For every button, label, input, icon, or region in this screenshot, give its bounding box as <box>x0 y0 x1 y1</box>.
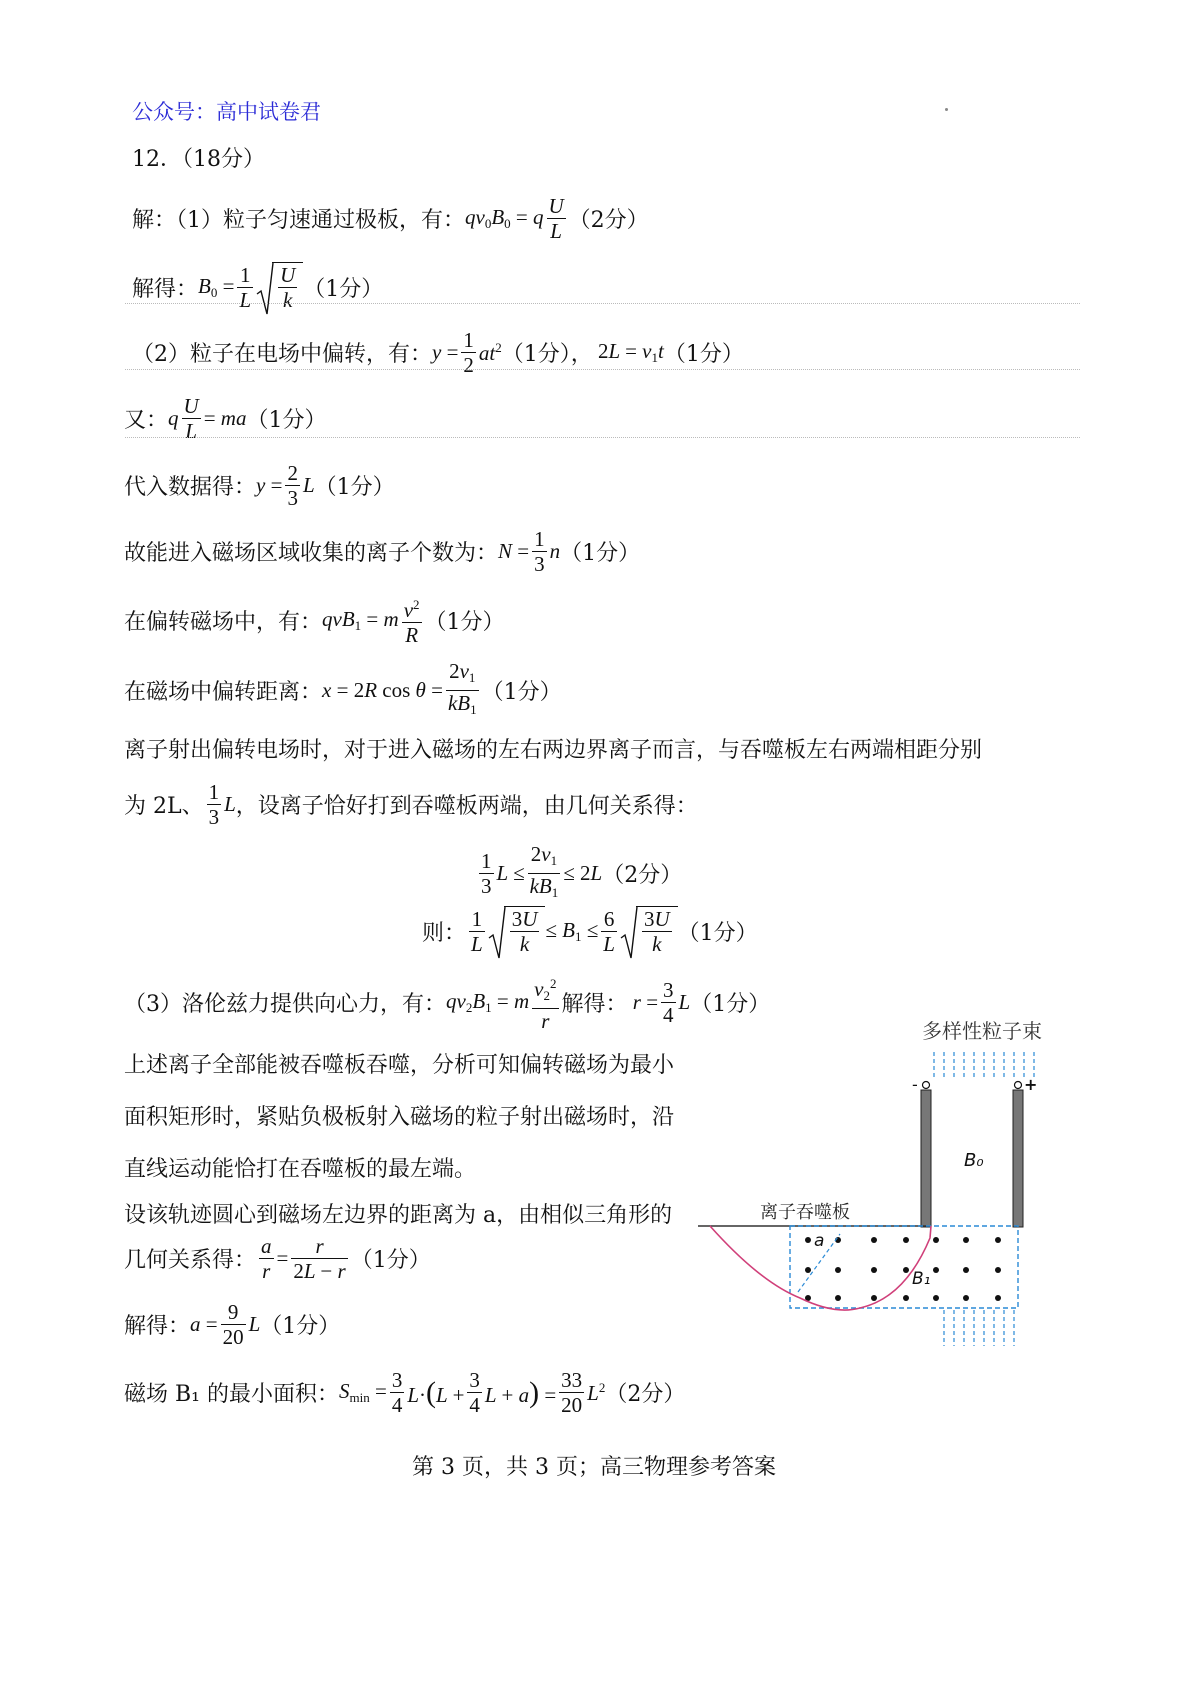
line-1-score: （2分） <box>568 208 649 233</box>
line-5: 代入数据得： y = $\frac{2}{3}$ L （1分） <box>124 461 395 510</box>
line-2-text: 解得： <box>132 276 199 302</box>
line-11: $\frac{1}{3}$ L ≤ $\frac{2v_1}{kB_1}$ ≤ 2L （2分） <box>481 842 683 900</box>
divider <box>125 437 1080 438</box>
sqrt-sign-icon <box>620 906 638 960</box>
eq-y-result: L <box>302 473 315 497</box>
para-line-3: 直线运动能恰打在吞噬板的最左端。 <box>124 1157 477 1182</box>
para-line-1: 上述离子全部能被吞噬板吞噬，分析可知偏转磁场为最小 <box>124 1053 675 1078</box>
line-12: 则： $\frac{1}{L}$ $\frac{3U}{k}$ ≤ $B_1$ ≤ $\frac{6}{L}$ $\frac{3U}{k}$ （1分） <box>422 906 758 956</box>
line-6: 故能进入磁场区域收集的离子个数为： N = $\frac{1}{3}$ n （1分） <box>124 527 641 576</box>
negative-terminal-icon <box>923 1082 930 1089</box>
eq-similar-triangles: $\frac{r}{2L - r}$ <box>293 1234 346 1283</box>
eq-lorentz: qvB$_1$ = m <box>322 606 399 633</box>
sqrt-sign-icon <box>488 906 506 960</box>
para-line-7-score: （2分） <box>605 1382 686 1407</box>
eq-r-result: L <box>678 990 691 1014</box>
sqrt-sign-icon <box>256 262 274 316</box>
eq-a-result: L <box>248 1312 261 1336</box>
line-8: 在磁场中偏转距离： x = 2R cos θ = $\frac{2v_1}{kB_1}$ （1分） <box>124 659 562 717</box>
line-5-score: （1分） <box>314 475 395 500</box>
line-13: （3）洛伦兹力提供向心力，有： $qv_2B_1 = m$ $\frac{v_2^2}{r}$ 解得： r = $\frac{3}{4}$ L （1分） <box>124 972 770 1033</box>
para-line-5-score: （1分） <box>350 1248 431 1273</box>
line-4-text: 又： <box>124 408 169 433</box>
eq-inequality: ≤ 2L <box>563 861 603 885</box>
b1-label: B₁ <box>912 1269 931 1289</box>
line-2: 解得： $B_0$ = $\frac{1}{L}$ $\frac{U}{k}$ （1分） <box>132 262 383 312</box>
line-3-score-b: （1分） <box>663 342 744 367</box>
para-line-5: 几何关系得： $\frac{a}{r}$ = $\frac{r}{2L - r}$ （1分） <box>124 1234 431 1283</box>
para-line-5-text: 几何关系得： <box>124 1248 257 1273</box>
eq-acceleration: = ma <box>203 406 247 430</box>
line-3-score-a: （1分）， <box>501 342 593 367</box>
line-6-text: 故能进入磁场区域收集的离子个数为： <box>124 541 499 566</box>
line-4: 又： q $\frac{U}{L}$ = ma （1分） <box>124 394 327 443</box>
para-line-2: 面积矩形时，紧贴负极板射入磁场的粒子射出磁场时，沿 <box>124 1105 675 1130</box>
line-5-text: 代入数据得： <box>124 475 257 500</box>
line-10-text: 为 2L、 <box>124 794 204 819</box>
line-1 <box>132 194 649 243</box>
eq-count: n <box>549 539 561 563</box>
line-10-suffix: ，设离子恰好打到吞噬板两端，由几何关系得： <box>235 794 698 819</box>
para-line-6-text: 解得： <box>124 1314 191 1339</box>
line-1-text: 解：（1）粒子匀速通过极板，有： <box>132 208 465 233</box>
line-11-score: （2分） <box>602 863 683 888</box>
line-6-score: （1分） <box>560 541 641 566</box>
divider <box>125 303 1080 304</box>
eq-distance: x = 2R cos θ = <box>322 678 443 702</box>
line-3: （2）粒子在电场中偏转，有： y = $\frac{1}{2}$ $at^2$ （1分）， $2L = v_1t$ （1分） <box>132 328 744 377</box>
sqrt-u-over-k: $\frac{U}{k}$ <box>256 262 303 312</box>
line-8-text: 在磁场中偏转距离： <box>124 680 323 705</box>
para-line-7: 磁场 B₁ 的最小面积： $S_{min}$ = $\frac{3}{4}$ L·(L + $\frac{3}{4}$ L + a) = $\frac{33}{20}$ $L^2$ （2分） <box>124 1368 686 1417</box>
para-line-6: 解得： a = $\frac{9}{20}$ L （1分） <box>124 1300 341 1349</box>
field-dots <box>805 1237 1001 1301</box>
exit-beam-lines <box>944 1310 1014 1346</box>
eq-area: $L^2$ <box>587 1379 606 1405</box>
line-4-score: （1分） <box>246 408 327 433</box>
figure-diagram <box>690 1010 1140 1380</box>
line-13-mid: 解得： <box>561 992 628 1017</box>
line-2-score: （1分） <box>303 276 384 302</box>
eq-force-balance: $qv_0B_0 = q$ <box>465 205 544 231</box>
frac-u-over-l: $\frac{U}{L}$ <box>548 194 564 243</box>
para-line-7-text: 磁场 B₁ 的最小面积： <box>124 1382 339 1407</box>
beam-lines <box>934 1052 1034 1080</box>
eq-displacement: $at^2$ <box>478 339 502 365</box>
line-7-score: （1分） <box>424 609 505 635</box>
positive-plate <box>1013 1090 1023 1227</box>
eq-centripetal: $qv_2B_1 = m$ <box>446 989 530 1015</box>
problem-number: 12．（18分） <box>132 147 265 172</box>
line-13-score: （1分） <box>690 992 771 1017</box>
line-9: 离子射出偏转电场时，对于进入磁场的左右两边界离子而言，与吞噬板左右两端相距分别 <box>124 738 983 763</box>
eq-b1-range: ≤ $B_1$ ≤ <box>545 917 599 944</box>
eq-b0: $B_0$ = <box>198 273 235 300</box>
beam-label: 多样性粒子束 <box>922 1019 1042 1043</box>
eq-length: $2L = v_1t$ <box>598 339 664 365</box>
plus-sign: + <box>1024 1075 1038 1094</box>
a-label: a <box>814 1231 825 1251</box>
minus-sign: - <box>912 1075 918 1094</box>
b0-label: B₀ <box>964 1150 984 1171</box>
plate-label: 离子吞噬板 <box>760 1202 850 1223</box>
dot-mark <box>945 108 948 111</box>
line-7-text: 在偏转磁场中，有： <box>124 609 323 635</box>
line-8-score: （1分） <box>481 680 562 705</box>
para-line-6-score: （1分） <box>260 1314 341 1339</box>
line-12-score: （1分） <box>677 920 758 946</box>
source-header: 公众号：高中试卷君 <box>132 100 321 124</box>
line-3-text: （2）粒子在电场中偏转，有： <box>132 342 432 367</box>
page-footer: 第 3 页，共 3 页；高三物理参考答案 <box>412 1455 776 1480</box>
line-13-text: （3）洛伦兹力提供向心力，有： <box>124 992 446 1017</box>
line-7: 在偏转磁场中，有： qvB$_1$ = m $\frac{v^2}{R}$ （1分） <box>124 593 505 647</box>
line-12-text: 则： <box>422 920 467 946</box>
line-10: 为 2L、 $\frac{1}{3}$ L ，设离子恰好打到吞噬板两端，由几何关系得： <box>124 780 698 829</box>
para-line-4: 设该轨迹圆心到磁场左边界的距离为 a，由相似三角形的 <box>124 1203 673 1228</box>
positive-terminal-icon <box>1015 1082 1022 1089</box>
divider <box>125 369 1080 370</box>
negative-plate <box>921 1090 931 1227</box>
